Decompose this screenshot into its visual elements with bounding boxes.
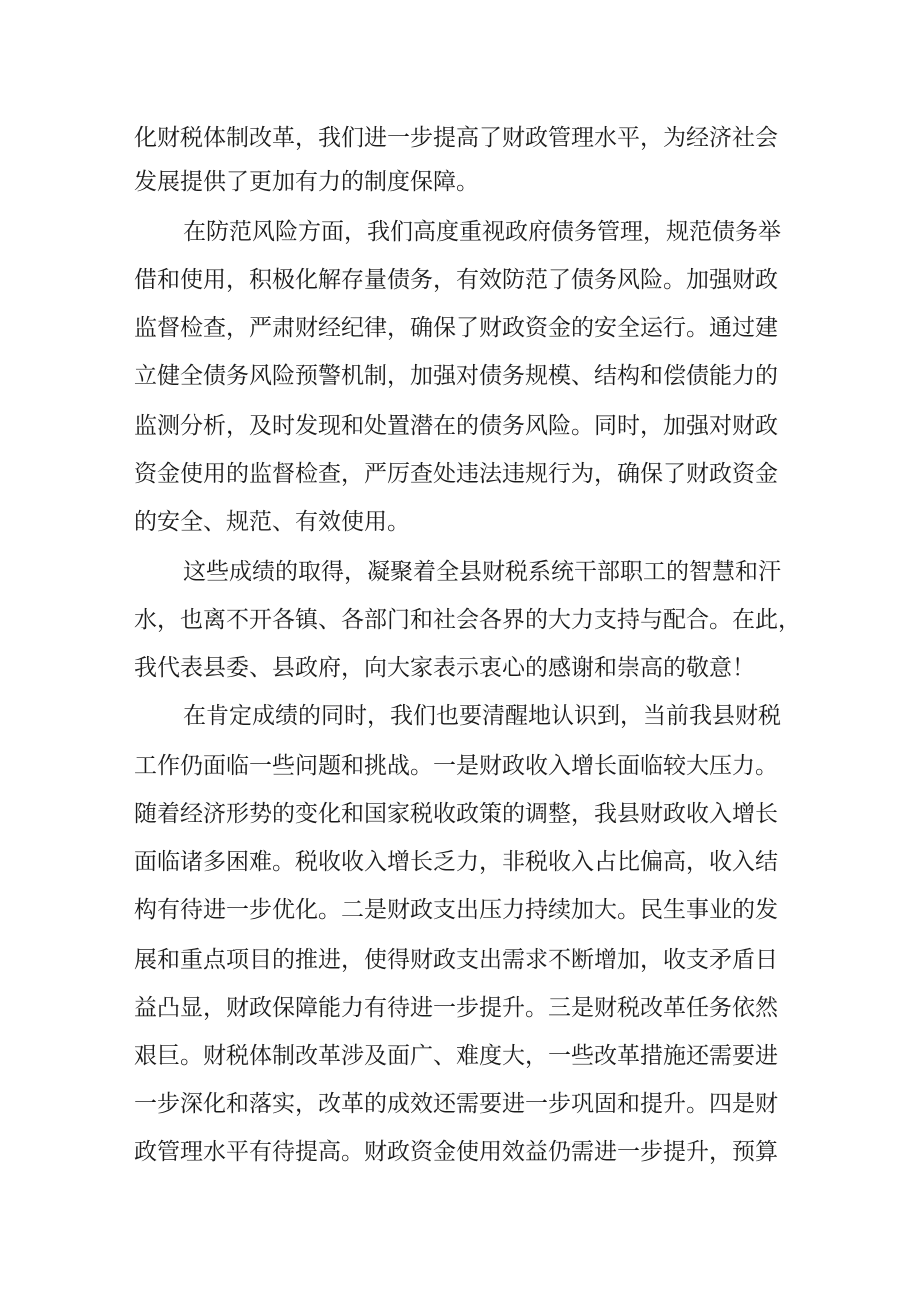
text-line: 我代表县委、县政府，向大家表示衷心的感谢和崇高的敬意！ xyxy=(134,655,755,681)
text-line: 化财税体制改革，我们进一步提高了财政管理水平，为经济社会 xyxy=(134,125,778,151)
text-line: 监测分析，及时发现和处置潜在的债务风险。同时，加强对财政 xyxy=(134,413,778,439)
text-line: 在防范风险方面，我们高度重视政府债务管理，规范债务举 xyxy=(183,219,781,245)
text-line: 政管理水平有待提高。财政资金使用效益仍需进一步提升，预算 xyxy=(134,1139,778,1165)
text-line: 这些成绩的取得，凝聚着全县财税系统干部职工的智慧和汗 xyxy=(183,559,781,585)
text-line: 益凸显，财政保障能力有待进一步提升。三是财税改革任务依然 xyxy=(134,995,778,1021)
text-line: 展和重点项目的推进，使得财政支出需求不断增加，收支矛盾日 xyxy=(134,947,778,973)
text-line: 监督检查，严肃财经纪律，确保了财政资金的安全运行。通过建 xyxy=(134,315,778,341)
text-line: 艰巨。财税体制改革涉及面广、难度大，一些改革措施还需要进 xyxy=(134,1043,778,1069)
text-line: 在肯定成绩的同时，我们也要清醒地认识到，当前我县财税 xyxy=(183,703,781,729)
text-line: 借和使用，积极化解存量债务，有效防范了债务风险。加强财政 xyxy=(134,267,778,293)
text-line: 立健全债务风险预警机制，加强对债务规模、结构和偿债能力的 xyxy=(134,363,778,389)
text-line: 发展提供了更加有力的制度保障。 xyxy=(134,169,479,195)
text-line: 的安全、规范、有效使用。 xyxy=(134,509,410,535)
text-line: 面临诸多困难。税收收入增长乏力，非税收入占比偏高，收入结 xyxy=(134,849,778,875)
text-line: 水，也离不开各镇、各部门和社会各界的大力支持与配合。在此， xyxy=(134,607,801,633)
text-line: 随着经济形势的变化和国家税收政策的调整，我县财政收入增长 xyxy=(134,801,778,827)
text-line: 一步深化和落实，改革的成效还需要进一步巩固和提升。四是财 xyxy=(134,1091,778,1117)
text-line: 构有待进一步优化。二是财政支出压力持续加大。民生事业的发 xyxy=(134,897,778,923)
text-line: 工作仍面临一些问题和挑战。一是财政收入增长面临较大压力。 xyxy=(134,753,778,779)
text-line: 资金使用的监督检查，严厉查处违法违规行为，确保了财政资金 xyxy=(134,461,778,487)
